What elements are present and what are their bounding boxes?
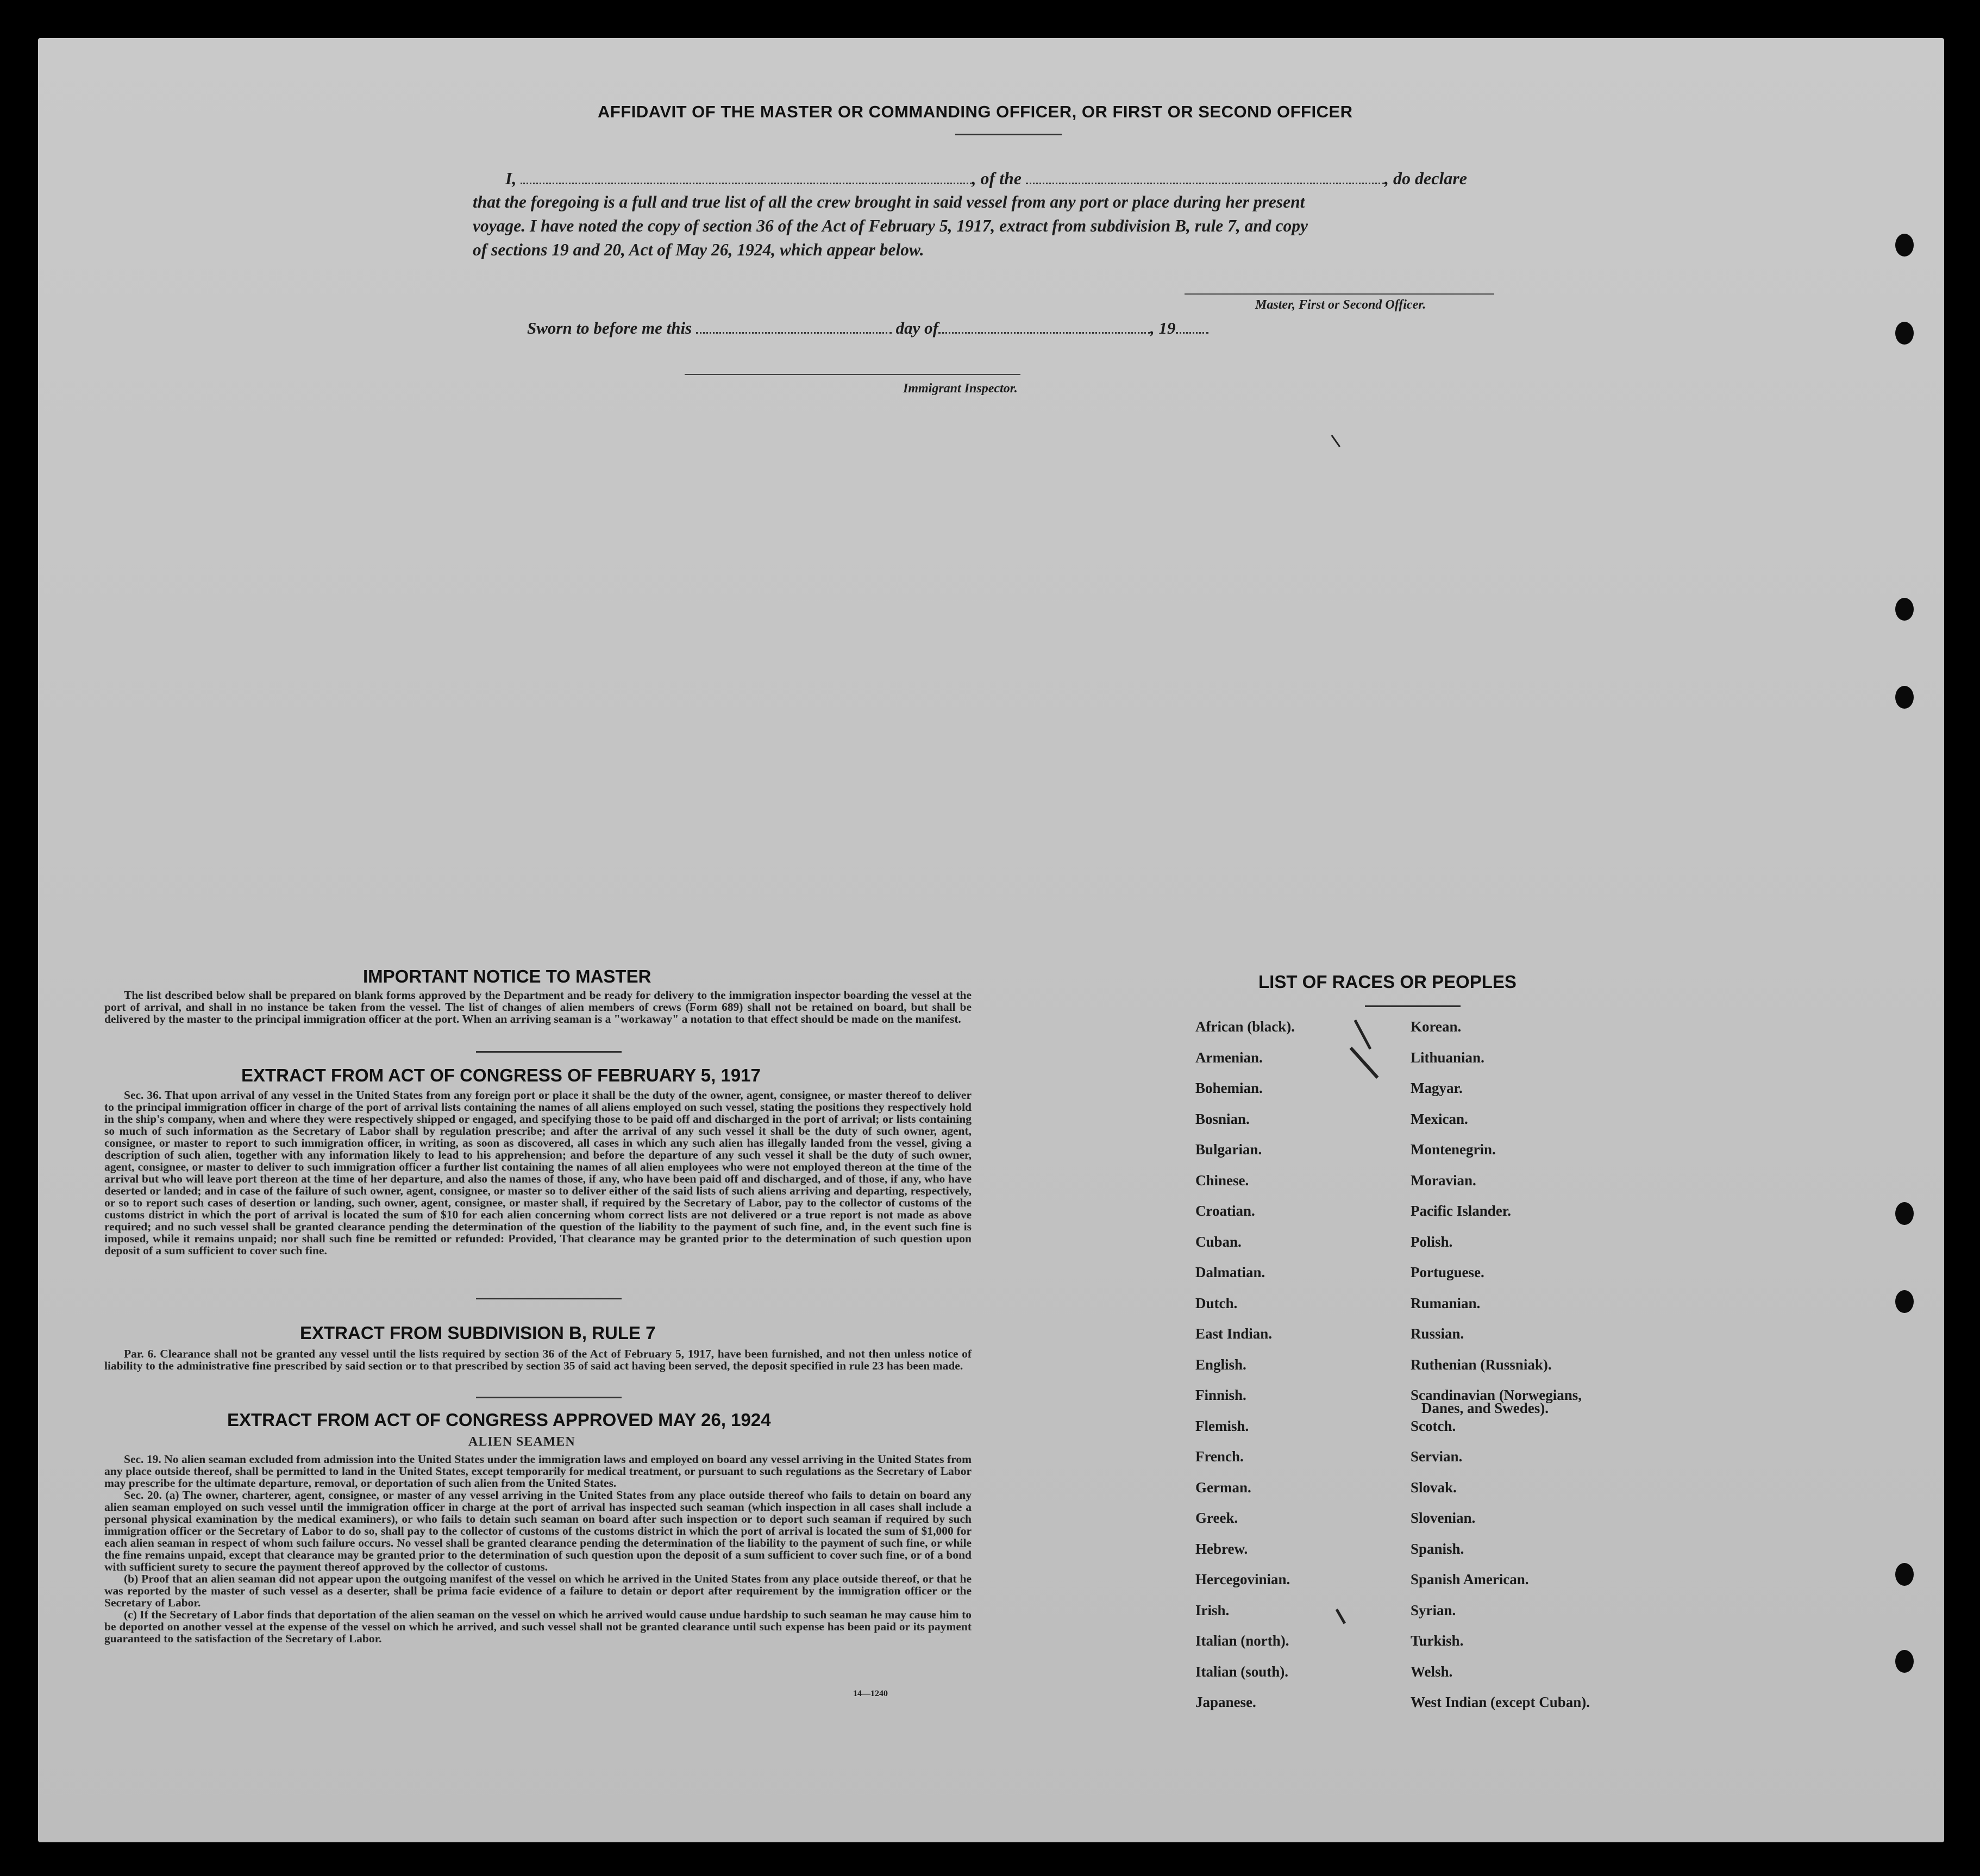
extract-1917-text	[104, 1089, 972, 1256]
declarant-prefix: I,	[505, 168, 517, 188]
race-item: Bosnian.	[1195, 1110, 1250, 1127]
signature-caption: Master, First or Second Officer.	[1255, 298, 1426, 312]
pencil-mark	[1331, 435, 1340, 447]
race-item: Greek.	[1195, 1510, 1238, 1526]
race-item: English.	[1195, 1356, 1246, 1373]
declarant-name-blank	[521, 178, 972, 184]
divider	[476, 1298, 622, 1299]
declaration-line-2: that the foregoing is a full and true list of all the crew brought in said vessel from any port or place during her present	[473, 192, 1305, 211]
race-item: Hercegovinian.	[1195, 1571, 1290, 1587]
race-item: Mexican.	[1411, 1110, 1468, 1127]
declaration-line-4: of sections 19 and 20, Act of May 26, 1924, which appear below.	[473, 240, 924, 259]
inspector-caption: Immigrant Inspector.	[903, 382, 1018, 396]
notice-text	[104, 989, 972, 1025]
race-item: Spanish.	[1411, 1540, 1464, 1557]
race-item: Bohemian.	[1195, 1080, 1263, 1096]
race-item: Magyar.	[1411, 1080, 1463, 1096]
race-item: German.	[1195, 1479, 1251, 1496]
race-item: Italian (north).	[1195, 1633, 1289, 1649]
race-item: Croatian.	[1195, 1203, 1255, 1219]
vessel-name-blank	[1026, 178, 1384, 184]
day-of-label: day of	[895, 318, 938, 337]
notice-heading: IMPORTANT NOTICE TO MASTER	[363, 966, 651, 986]
binder-hole	[1895, 322, 1914, 345]
race-item: East Indian.	[1195, 1325, 1273, 1342]
pencil-mark	[1336, 1609, 1346, 1624]
race-item: Montenegrin.	[1411, 1141, 1496, 1158]
binder-hole	[1895, 686, 1914, 709]
divider	[476, 1397, 622, 1398]
day-blank	[696, 328, 892, 334]
race-item: Korean.	[1411, 1018, 1462, 1035]
race-item: Scotch.	[1411, 1417, 1456, 1434]
section-36-paragraph: Sec. 36. That upon arrival of any vessel in the United States from any foreign port or place it shall be the duty of the owner, agent, consignee, or master thereof to deliver to the principal immigration officer in charge of the port of arrival lists containing the names of all aliens employed on such vessel, stating the positions they respectively hold in the ship's company, when and where they were respectively shipped or engaged, and specifying those to be paid off and discharged in the port of arrival; or lists containing so much of such information as the Secretary of Labor shall by regulation prescribe; and after the arrival of any such vessel it shall be the duty of such owner, agent, consignee, or master to report to such immigration officer, in writing, as soon as discovered, all cases in which any such alien has illegally landed from the vessel, giving a description of such alien, together with any information likely to lead to his apprehension; and before the departure of any such vessel it shall be the duty of such owner, agent, consignee, or master to deliver to such immigration officer a further list containing the names of all alien employees who were not employed thereon at the time of the arrival but who will leave port thereon at the time of her departure, and also the names of those, if any, who have been paid off and discharged, and of those, if any, who have deserted or landed; and in case of the failure of such owner, agent, consignee, or master so to deliver either of the said lists of such aliens arriving and departing, respectively, or so to report such cases of desertion or landing, such owner, agent, consignee, or master shall, if required by the Secretary of Labor, pay to the collector of customs of the customs district in which the port of arrival is located the sum of $10 for each alien concerning whom correct lists are not delivered or a true report is not made as above required; and no such vessel shall be granted clearance pending the determination of the question of the liability to the payment of such fine, and, in the event such fine is imposed, while it remains unpaid; nor shall such fine be remitted or refunded: Provided, That clearance may be granted prior to the determination of such question upon deposit of a sum sufficient to cover such fine.	[104, 1089, 972, 1257]
alien-seamen-subheading: ALIEN SEAMEN	[468, 1435, 575, 1449]
signature-line	[1185, 293, 1494, 295]
race-item: Syrian.	[1411, 1602, 1456, 1618]
form-number: 14—1240	[853, 1689, 888, 1698]
race-item: Chinese.	[1195, 1172, 1249, 1189]
race-item: Servian.	[1411, 1448, 1463, 1465]
do-declare-label: , do declare	[1384, 168, 1467, 188]
race-item: Welsh.	[1411, 1663, 1453, 1680]
year-label: , 19	[1150, 318, 1176, 337]
binder-hole	[1895, 598, 1914, 621]
race-item-continuation: Danes, and Swedes).	[1421, 1400, 1549, 1416]
binder-hole	[1895, 1563, 1914, 1586]
race-item: Pacific Islander.	[1411, 1203, 1511, 1219]
race-item: French.	[1195, 1448, 1244, 1465]
affidavit-heading: AFFIDAVIT OF THE MASTER OR COMMANDING OFFICER, OR FIRST OR SECOND OFFICER	[598, 102, 1353, 121]
race-item: Hebrew.	[1195, 1540, 1248, 1557]
declaration-line-1	[505, 166, 1581, 190]
sworn-line	[527, 316, 1208, 340]
race-item: African (black).	[1195, 1018, 1295, 1035]
section-20c-paragraph: (c) If the Secretary of Labor finds that deportation of the alien seaman on the vessel on which he arrived would cause undue hardship to such seaman he may cause him to be deported on another vessel at the expense of the vessel on which he arrived, and such vessel shall not be granted clearance until such expense has been paid or its payment guaranteed to the satisfaction of the Secretary of Labor.	[104, 1608, 972, 1645]
race-item: Rumanian.	[1411, 1295, 1481, 1311]
binder-hole	[1895, 1202, 1914, 1225]
races-heading: LIST OF RACES OR PEOPLES	[1258, 972, 1517, 992]
section-20b-paragraph: (b) Proof that an alien seaman did not appear upon the outgoing manifest of the vessel on which he arrived in the United States from any place outside thereof, or that he was reported by the master of such vessel as a deserter, shall be prima facie evidence of a failure to detain or deport after requirement by the immigration officer or the Secretary of Labor.	[104, 1572, 972, 1609]
binder-hole	[1895, 1290, 1914, 1313]
document-page	[38, 38, 1944, 1842]
race-item: Bulgarian.	[1195, 1141, 1262, 1158]
race-item: Lithuanian.	[1411, 1049, 1484, 1066]
rule-7-heading: EXTRACT FROM SUBDIVISION B, RULE 7	[300, 1323, 656, 1343]
race-item: Moravian.	[1411, 1172, 1476, 1189]
race-item: Japanese.	[1195, 1694, 1256, 1710]
section-19-paragraph: Sec. 19. No alien seaman excluded from admission into the United States under the immigration laws and employed on board any vessel arriving in the United States from any place outside thereof, shall be permitted to land in the United States, except temporarily for medical treatment, or pursuant to such regulations as the Secretary of Labor may prescribe for the ultimate departure, removal, or deportation of such alien from the United States.	[104, 1453, 972, 1490]
pencil-mark	[1350, 1047, 1379, 1079]
extract-1924-text	[104, 1453, 972, 1644]
binder-hole	[1895, 234, 1914, 257]
race-item: Portuguese.	[1411, 1264, 1484, 1280]
month-blank	[938, 328, 1150, 334]
declaration-line-3: voyage. I have noted the copy of section 36 of the Act of February 5, 1917, extract from subdivision B, rule 7, and copy	[473, 216, 1308, 235]
race-item: Armenian.	[1195, 1049, 1263, 1066]
sworn-label: Sworn to before me this	[527, 318, 692, 337]
divider	[955, 134, 1062, 135]
extract-1924-heading: EXTRACT FROM ACT OF CONGRESS APPROVED MAY 26, 1924	[227, 1410, 771, 1430]
par-6-paragraph: Par. 6. Clearance shall not be granted any vessel until the lists required by section 36 of the Act of February 5, 1917, have been furnished, and not then unless notice of liability to the administrative fine prescribed by said section or to that prescribed by section 35 of said act having been served, the deposit specified in rule 23 has been made.	[104, 1347, 972, 1372]
race-item: Spanish American.	[1411, 1571, 1529, 1587]
divider	[476, 1051, 622, 1053]
year-blank	[1176, 328, 1208, 334]
divider	[1365, 1005, 1461, 1007]
race-item: West Indian (except Cuban).	[1411, 1694, 1590, 1710]
race-item: Russian.	[1411, 1325, 1464, 1342]
race-item: Slovak.	[1411, 1479, 1457, 1496]
extract-1917-heading: EXTRACT FROM ACT OF CONGRESS OF FEBRUARY 5, 1917	[241, 1065, 761, 1085]
section-20a-paragraph: Sec. 20. (a) The owner, charterer, agent, consignee, or master of any vessel arriving in the United States from any place outside thereof who fails to detain on board any alien seaman employed on such vessel until the immigration officer in charge at the port of arrival has inspected such seaman (which inspection in all cases shall include a personal physical examination by the medical examiners), or who fails to detain such seaman on board after such inspection or to deport such seaman if required by such immigration officer or the Secretary of Labor to do so, shall pay to the collector of customs of the customs district in which the port of arrival is located the sum of $1,000 for each alien seaman in respect of whom such failure occurs. No vessel shall be granted clearance pending the determination of the liability to the payment of such fine, or while the fine remains unpaid, except that clearance may be granted prior to the determination of such question upon the deposit of a sum sufficient to cover such fine, or of a bond with sufficient surety to secure the payment thereof approved by the collector of customs.	[104, 1489, 972, 1573]
binder-hole	[1895, 1650, 1914, 1673]
notice-paragraph: The list described below shall be prepared on blank forms approved by the Department and be ready for delivery to the immigration inspector boarding the vessel at the port of arrival, and shall in no instance be taken from the vessel. The list of changes of alien members of crews (Form 689) shall not be retained on board, but shall be delivered by the master to the principal immigration officer at the port. When an arriving seaman is a "workaway" a notation to that effect should be made on the manifest.	[104, 989, 972, 1025]
race-item: Ruthenian (Russniak).	[1411, 1356, 1552, 1373]
race-item: Polish.	[1411, 1233, 1453, 1250]
race-item: Dutch.	[1195, 1295, 1238, 1311]
pencil-mark	[1354, 1020, 1372, 1049]
race-item: Finnish.	[1195, 1387, 1246, 1403]
of-the-label: , of the	[972, 168, 1022, 188]
race-item: Italian (south).	[1195, 1663, 1289, 1680]
race-item: Turkish.	[1411, 1633, 1464, 1649]
inspector-signature-line	[685, 374, 1020, 375]
race-item: Flemish.	[1195, 1417, 1249, 1434]
race-item: Slovenian.	[1411, 1510, 1476, 1526]
rule-7-text	[104, 1348, 972, 1372]
race-item: Cuban.	[1195, 1233, 1242, 1250]
race-item: Scandinavian (Norwegians,	[1411, 1387, 1582, 1403]
race-item: Dalmatian.	[1195, 1264, 1265, 1280]
race-item: Irish.	[1195, 1602, 1230, 1618]
